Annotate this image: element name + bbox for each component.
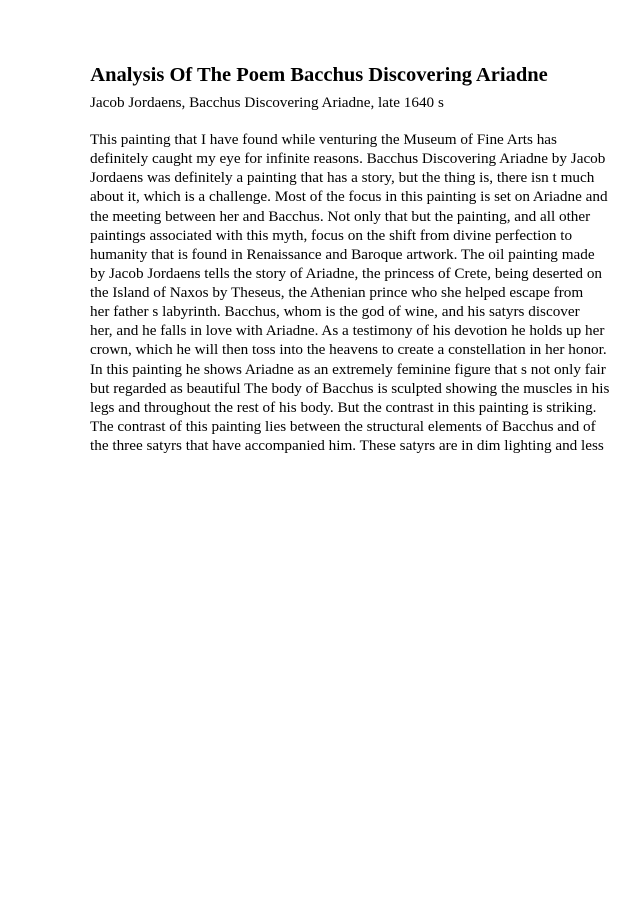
document-subtitle: Jacob Jordaens, Bacchus Discovering Ariadne, late 1640 s	[90, 94, 444, 111]
paragraph-line: the Island of Naxos by Theseus, the Athenian prince who she helped escape from	[90, 284, 584, 301]
paragraph-line: In this painting he shows Ariadne as an extremely feminine figure that s not only fair	[90, 360, 606, 378]
paragraph-line: The contrast of this painting lies between the structural elements of Bacchus and of	[90, 417, 596, 435]
paragraph-line: the meeting between her and Bacchus. Not only that but the painting, and all other	[90, 207, 591, 225]
paragraph-line: legs and throughout the rest of his body. But the contrast in this painting is striking.	[90, 398, 597, 416]
paragraph-line: about it, which is a challenge. Most of the focus in this painting is set on Ariadne and	[90, 188, 608, 206]
paragraph-line: her father s labyrinth. Bacchus, whom is the god of wine, and his satyrs discover	[90, 303, 580, 321]
paragraph-line: definitely caught my eye for infinite reasons. Bacchus Discovering Ariadne by Jacob	[90, 150, 606, 168]
document-title: Analysis Of The Poem Bacchus Discovering Ariadne	[90, 64, 548, 86]
paragraph-line: but regarded as beautiful The body of Bacchus is sculpted showing the muscles in his	[90, 379, 610, 397]
paragraph-line: humanity that is found in Renaissance and Baroque artwork. The oil painting made	[90, 245, 595, 263]
paragraph-line: Jordaens was definitely a painting that has a story, but the thing is, there isn t much	[90, 169, 595, 187]
paragraph-line: crown, which he will then toss into the heavens to create a constellation in her honor.	[90, 341, 607, 359]
paragraph-line: the three satyrs that have accompanied him. These satyrs are in dim lighting and less	[90, 437, 604, 454]
paragraph-line: by Jacob Jordaens tells the story of Ariadne, the princess of Crete, being deserted on	[90, 264, 603, 282]
body-paragraph	[90, 130, 610, 455]
paragraph-line: her, and he falls in love with Ariadne. As a testimony of his devotion he holds up her	[90, 322, 605, 340]
paragraph-line: paintings associated with this myth, focus on the shift from divine perfection to	[90, 226, 573, 244]
paragraph-line: This painting that I have found while venturing the Museum of Fine Arts has	[90, 131, 557, 148]
